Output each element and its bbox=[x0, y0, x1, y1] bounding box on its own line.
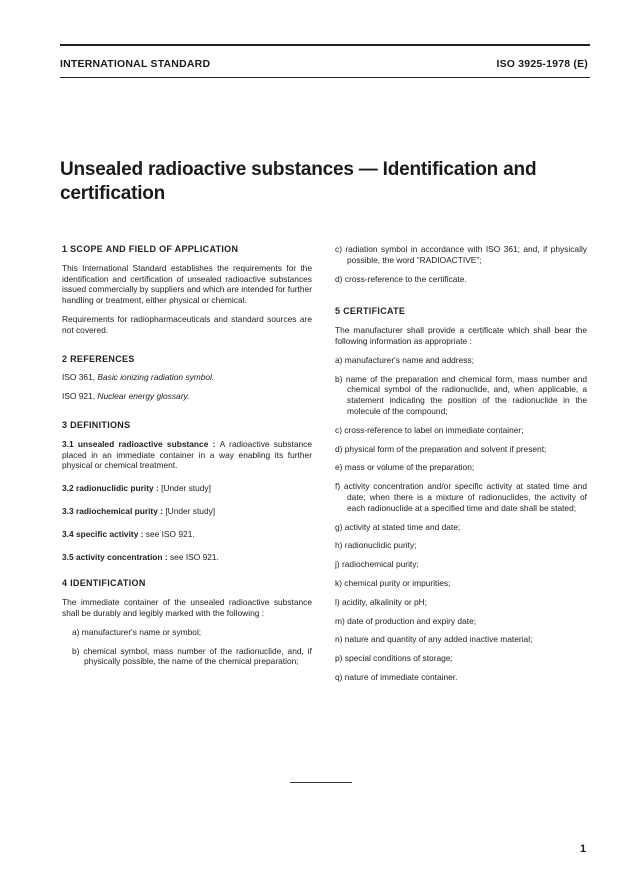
certificate-item: a) manufacturer's name and address; bbox=[335, 354, 474, 365]
definition-term: 3.4 specific activity : bbox=[62, 528, 146, 539]
page-number: 1 bbox=[580, 843, 587, 855]
definition-term: 3.3 radiochemical purity : bbox=[62, 505, 166, 516]
certificate-intro: The manufacturer shall provide a certificate which shall bear the following information as appropriate : bbox=[335, 325, 587, 346]
certificate-item: g) activity at stated time and date; bbox=[335, 521, 461, 532]
certificate-item: m) date of production and expiry date; bbox=[335, 615, 477, 626]
certificate-item: p) special conditions of storage; bbox=[335, 653, 453, 664]
definition-text: see ISO 921. bbox=[145, 528, 195, 539]
definition-term: 3.5 activity concentration : bbox=[62, 551, 170, 562]
page-title: Unsealed radioactive substances — Identification and certification bbox=[60, 159, 537, 204]
definition-text: [Under study] bbox=[165, 505, 216, 516]
certificate-item: e) mass or volume of the preparation; bbox=[335, 462, 475, 473]
definition-item bbox=[62, 483, 312, 494]
certificate-item: q) nature of immediate container. bbox=[335, 671, 458, 682]
identification-item: c) radiation symbol in accordance with ISO 361; and, if physically possible, the word “RADIOACTIVE”; bbox=[335, 244, 587, 265]
top-rule bbox=[60, 44, 590, 46]
reference-item bbox=[62, 391, 312, 402]
identification-intro: The immediate container of the unsealed radioactive substance shall be durably and legibly marked with the following : bbox=[62, 597, 312, 618]
definition-item bbox=[62, 439, 312, 471]
certificate-item: d) physical form of the preparation and solvent if present; bbox=[335, 443, 547, 454]
certificate-heading: 5 CERTIFICATE bbox=[335, 306, 406, 317]
identification-item: a) manufacturer's name or symbol; bbox=[72, 626, 202, 637]
footer-rule bbox=[290, 782, 352, 783]
definitions-heading: 3 DEFINITIONS bbox=[62, 419, 131, 430]
standard-label: INTERNATIONAL STANDARD bbox=[60, 58, 211, 70]
standard-number: ISO 3925-1978 (E) bbox=[496, 58, 588, 70]
right-column bbox=[335, 244, 587, 691]
identification-item: d) cross-reference to the certificate. bbox=[335, 273, 467, 284]
reference-item bbox=[62, 372, 312, 383]
scope-paragraph: Requirements for radiopharmaceuticals and standard sources are not covered. bbox=[62, 313, 312, 335]
reference-number: ISO 921, bbox=[62, 391, 98, 402]
identification-heading: 4 IDENTIFICATION bbox=[62, 578, 146, 589]
references-heading: 2 REFERENCES bbox=[62, 353, 135, 364]
definition-text: A radioactive substance placed in an immediate container in a way enabling its further physical or chemical treatment. bbox=[62, 438, 312, 471]
left-column bbox=[62, 244, 312, 675]
definition-item bbox=[62, 529, 312, 540]
certificate-item: n) nature and quantity of any added inactive material; bbox=[335, 634, 533, 645]
reference-title: Nuclear energy glossary. bbox=[97, 391, 190, 402]
reference-title: Basic ionizing radiation symbol. bbox=[97, 372, 215, 383]
header-rule bbox=[60, 77, 590, 78]
definition-text: see ISO 921. bbox=[169, 551, 219, 562]
certificate-item: h) radionuclidic purity; bbox=[335, 540, 417, 551]
definition-term: 3.1 unsealed radioactive substance : bbox=[62, 438, 220, 449]
definition-term: 3.2 radionuclidic purity : bbox=[62, 483, 162, 494]
certificate-item: l) acidity, alkalinity or pH; bbox=[335, 596, 427, 607]
certificate-item: b) name of the preparation and chemical form, mass number and chemical symbol of the radionuclide, and, when applicable, a statement indicating the position of the radionuclide in the molecule of the compound; bbox=[335, 373, 587, 416]
certificate-item: f) activity concentration and/or specific activity at stated time and date; when there is a mixture of radionuclides, the activity of each radionuclide at a specified time and date shall be stated; bbox=[335, 481, 587, 513]
scope-heading: 1 SCOPE AND FIELD OF APPLICATION bbox=[62, 244, 239, 254]
definition-item bbox=[62, 552, 312, 563]
certificate-item: j) radiochemical purity; bbox=[335, 559, 419, 570]
certificate-item: c) cross-reference to label on immediate container; bbox=[335, 424, 524, 435]
reference-number: ISO 361, bbox=[62, 372, 98, 383]
scope-paragraph: This International Standard establishes the requirements for the identification and certification of unsealed radioactive substances issued commercially by suppliers and which are intended for further handling or treatment, either physical or chemical. bbox=[62, 262, 312, 306]
definition-item bbox=[62, 506, 312, 517]
definition-text: [Under study] bbox=[161, 483, 211, 494]
identification-item: b) chemical symbol, mass number of the radionuclide, and, if physically possible, the name of the chemical preparation; bbox=[72, 645, 312, 667]
certificate-item: k) chemical purity or impurities; bbox=[335, 577, 451, 588]
